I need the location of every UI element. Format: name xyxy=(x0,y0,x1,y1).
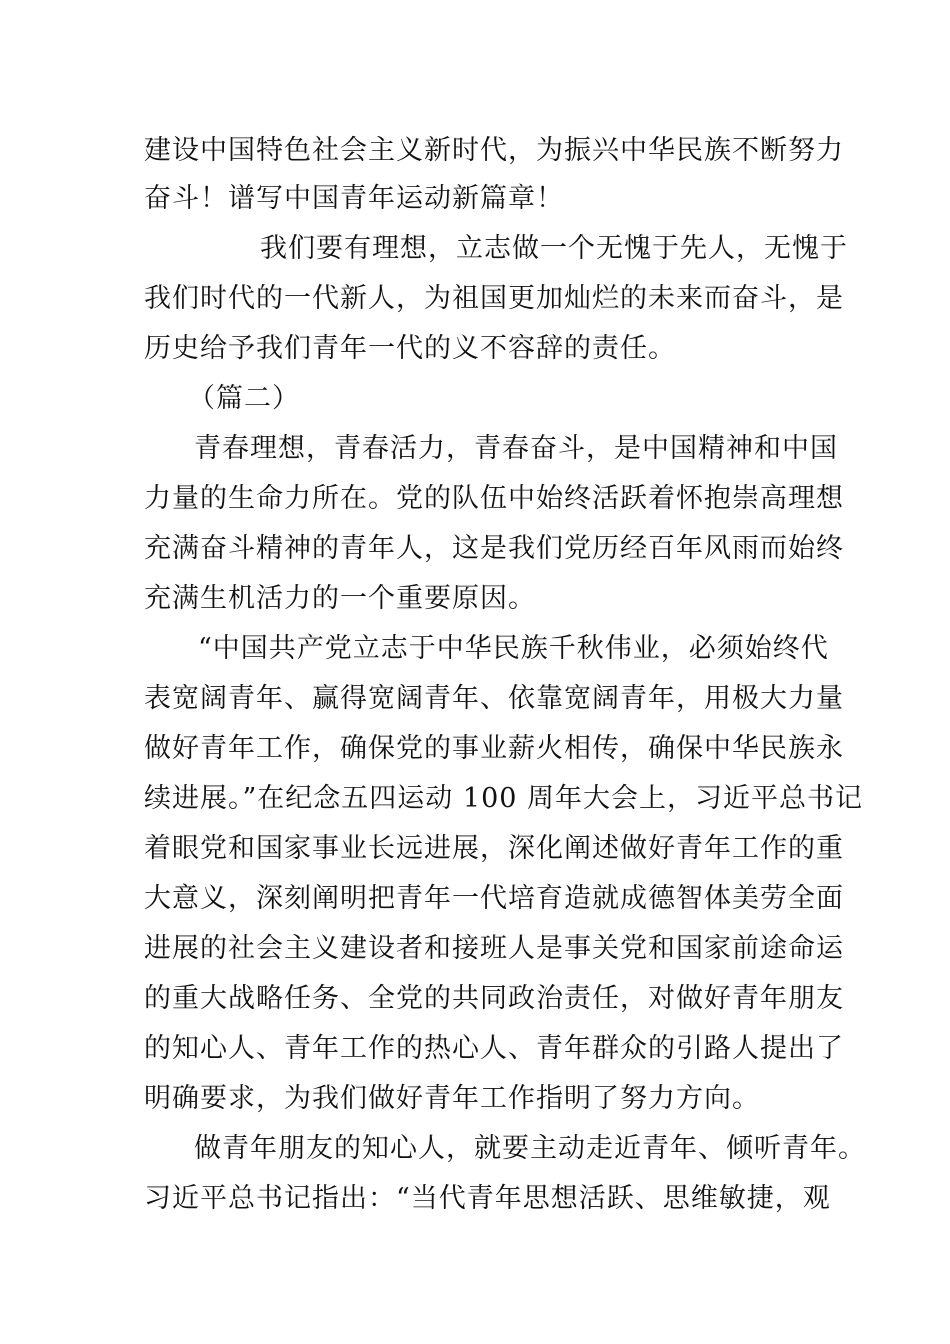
paragraph-2-line-1: 我们要有理想，立志做一个无愧于先人，无愧于 xyxy=(260,233,848,264)
paragraph-4-line-5: 着眼党和国家事业长远进展，深化阐述做好青年工作的重 xyxy=(144,833,844,864)
paragraph-4-line-3: 做好青年工作，确保党的事业薪火相传，确保中华民族永 xyxy=(144,733,844,764)
paragraph-4-line-2: 表宽阔青年、赢得宽阔青年、依靠宽阔青年，用极大力量 xyxy=(144,683,844,714)
paragraph-3-line-4: 充满生机活力的一个重要原因。 xyxy=(144,583,536,614)
paragraph-3-line-3: 充满奋斗精神的青年人，这是我们党历经百年风雨而始终 xyxy=(144,533,844,564)
paragraph-1-line-1: 建设中国特色社会主义新时代，为振兴中华民族不断努力 xyxy=(144,135,844,166)
paragraph-1-line-2: 奋斗！谱写中国青年运动新篇章！ xyxy=(144,183,564,214)
paragraph-2-line-2: 我们时代的一代新人，为祖国更加灿烂的未来而奋斗，是 xyxy=(144,283,844,314)
section-heading: （篇二） xyxy=(188,383,300,414)
paragraph-4-line-8: 的重大战略任务、全党的共同政治责任，对做好青年朋友 xyxy=(144,983,844,1014)
paragraph-4-line-7: 进展的社会主义建设者和接班人是事关党和国家前途命运 xyxy=(144,933,844,964)
paragraph-3-line-1: 青春理想，青春活力，青春奋斗，是中国精神和中国 xyxy=(194,433,838,464)
paragraph-4-line-1: “中国共产党立志于中华民族千秋伟业，必须始终代 xyxy=(198,633,829,664)
paragraph-5-line-2: 习近平总书记指出：“当代青年思想活跃、思维敏捷，观 xyxy=(144,1183,831,1214)
paragraph-5-line-1: 做青年朋友的知心人，就要主动走近青年、倾听青年。 xyxy=(194,1133,866,1164)
paragraph-4-line-9: 的知心人、青年工作的热心人、青年群众的引路人提出了 xyxy=(144,1033,844,1064)
paragraph-4-line-6: 大意义，深刻阐明把青年一代培育造就成德智体美劳全面 xyxy=(144,883,844,914)
paragraph-4-line-4: 续进展。”在纪念五四运动 100 周年大会上，习近平总书记 xyxy=(144,783,864,814)
paragraph-3-line-2: 力量的生命力所在。党的队伍中始终活跃着怀抱崇高理想 xyxy=(144,483,844,514)
paragraph-2-line-3: 历史给予我们青年一代的义不容辞的责任。 xyxy=(144,333,676,364)
paragraph-4-line-10: 明确要求，为我们做好青年工作指明了努力方向。 xyxy=(144,1083,760,1114)
